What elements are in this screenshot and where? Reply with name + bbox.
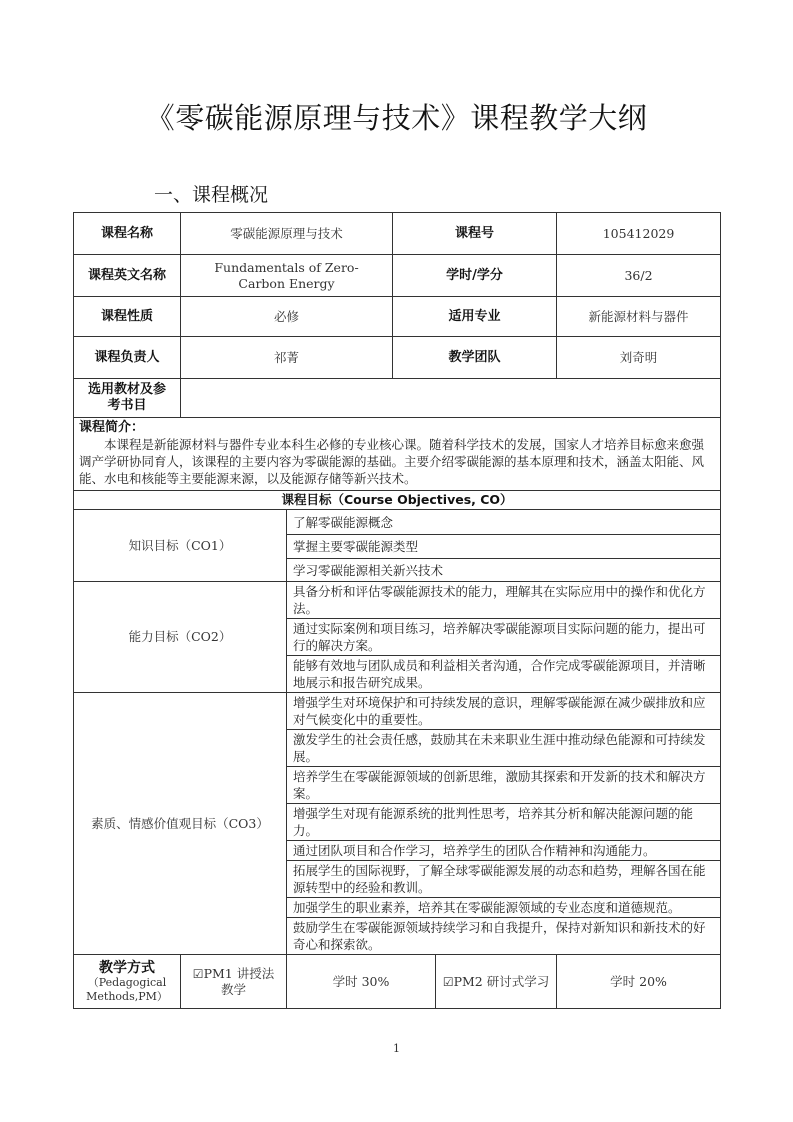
co3-label: 素质、情感价值观目标（CO3） [74, 693, 287, 955]
textbook-label: 选用教材及参考书目 [74, 379, 181, 418]
co3-item: 通过团队项目和合作学习，培养学生的团队合作精神和沟通能力。 [287, 841, 721, 861]
document-title: 《零碳能源原理与技术》课程教学大纲 [145, 101, 648, 135]
intro-title: 课程简介： [79, 420, 145, 435]
section-heading: 一、课程概况 [154, 184, 269, 206]
textbook-value [181, 379, 721, 418]
major-value: 新能源材料与器件 [557, 297, 721, 337]
co3-item: 拓展学生的国际视野，了解全球零碳能源发展的动态和趋势，理解各国在能源转型中的经验和教训。 [287, 861, 721, 898]
english-name-value: Fundamentals of Zero-Carbon Energy [181, 255, 393, 297]
table-row [74, 213, 721, 255]
teaching-methods-label: 教学方式 [99, 959, 155, 976]
team-label: 教学团队 [393, 337, 557, 379]
course-type-label: 课程性质 [74, 297, 181, 337]
checkbox-checked-icon[interactable]: ☑ [192, 966, 204, 981]
team-value: 刘奇明 [557, 337, 721, 379]
major-label: 适用专业 [393, 297, 557, 337]
co2-item: 通过实际案例和项目练习，培养解决零碳能源项目实际问题的能力，提出可行的解决方案。 [287, 619, 721, 656]
co1-label: 知识目标（CO1） [74, 510, 287, 582]
intro-body: 本课程是新能源材料与器件专业本科生必修的专业核心课。随着科学技术的发展，国家人才培养目标愈来愈强调产学研协同育人，该课程的主要内容为零碳能源的基础。主要介绍零碳能源的基本原理和技术，涵盖太阳能、风能、水电和核能等主要能源来源，以及能源存储等新兴技术。 [79, 437, 705, 486]
co1-item: 学习零碳能源相关新兴技术 [287, 559, 721, 582]
pm1-hours: 学时 30% [287, 955, 436, 1009]
co3-item: 激发学生的社会责任感，鼓励其在未来职业生涯中推动绿色能源和可持续发展。 [287, 730, 721, 767]
co3-item: 培养学生在零碳能源领域的创新思维，激励其探索和开发新的技术和解决方案。 [287, 767, 721, 804]
table-row [74, 491, 721, 510]
pm2-name: PM2 研讨式学习 [453, 973, 550, 989]
instructor-value: 祁菁 [181, 337, 393, 379]
co2-item: 能够有效地与团队成员和利益相关者沟通，合作完成零碳能源项目，并清晰地展示和报告研究成果。 [287, 656, 721, 693]
course-name-label: 课程名称 [74, 213, 181, 255]
table-row [74, 418, 721, 491]
co3-item: 增强学生对环境保护和可持续发展的意识，理解零碳能源在减少碳排放和应对气候变化中的重要性。 [287, 693, 721, 730]
table-row [74, 255, 721, 297]
table-row [74, 955, 721, 1009]
co2-item: 具备分析和评估零碳能源技术的能力，理解其在实际应用中的操作和优化方法。 [287, 582, 721, 619]
co1-item: 了解零碳能源概念 [287, 510, 721, 535]
co1-item: 掌握主要零碳能源类型 [287, 535, 721, 559]
pm2-hours: 学时 20% [557, 955, 721, 1009]
table-row [74, 510, 721, 535]
course-overview-table [73, 212, 721, 1009]
course-name-value: 零碳能源原理与技术 [181, 213, 393, 255]
co3-item: 鼓励学生在零碳能源领域持续学习和自我提升，保持对新知识和新技术的好奇心和探索欲。 [287, 918, 721, 955]
hours-credits-label: 学时/学分 [393, 255, 557, 297]
checkbox-checked-icon[interactable]: ☑ [442, 974, 454, 989]
instructor-label: 课程负责人 [74, 337, 181, 379]
hours-credits-value: 36/2 [557, 255, 721, 297]
pm2-method[interactable] [436, 955, 557, 1009]
pm1-name: PM1 讲授法教学 [203, 965, 275, 997]
co3-item: 加强学生的职业素养，培养其在零碳能源领域的专业态度和道德规范。 [287, 898, 721, 918]
co3-item: 增强学生对现有能源系统的批判性思考，培养其分析和解决能源问题的能力。 [287, 804, 721, 841]
english-name-label: 课程英文名称 [74, 255, 181, 297]
page-number: 1 [393, 1042, 400, 1055]
table-row [74, 297, 721, 337]
objectives-header: 课程目标（Course Objectives, CO） [74, 491, 721, 510]
course-type-value: 必修 [181, 297, 393, 337]
table-row [74, 693, 721, 730]
course-number-value: 105412029 [557, 213, 721, 255]
teaching-methods-sublabel: （Pedagogical Methods,PM） [86, 975, 168, 1003]
table-row [74, 582, 721, 619]
table-row [74, 379, 721, 418]
pm1-method[interactable] [181, 955, 287, 1009]
co2-label: 能力目标（CO2） [74, 582, 287, 693]
table-row [74, 337, 721, 379]
course-number-label: 课程号 [393, 213, 557, 255]
